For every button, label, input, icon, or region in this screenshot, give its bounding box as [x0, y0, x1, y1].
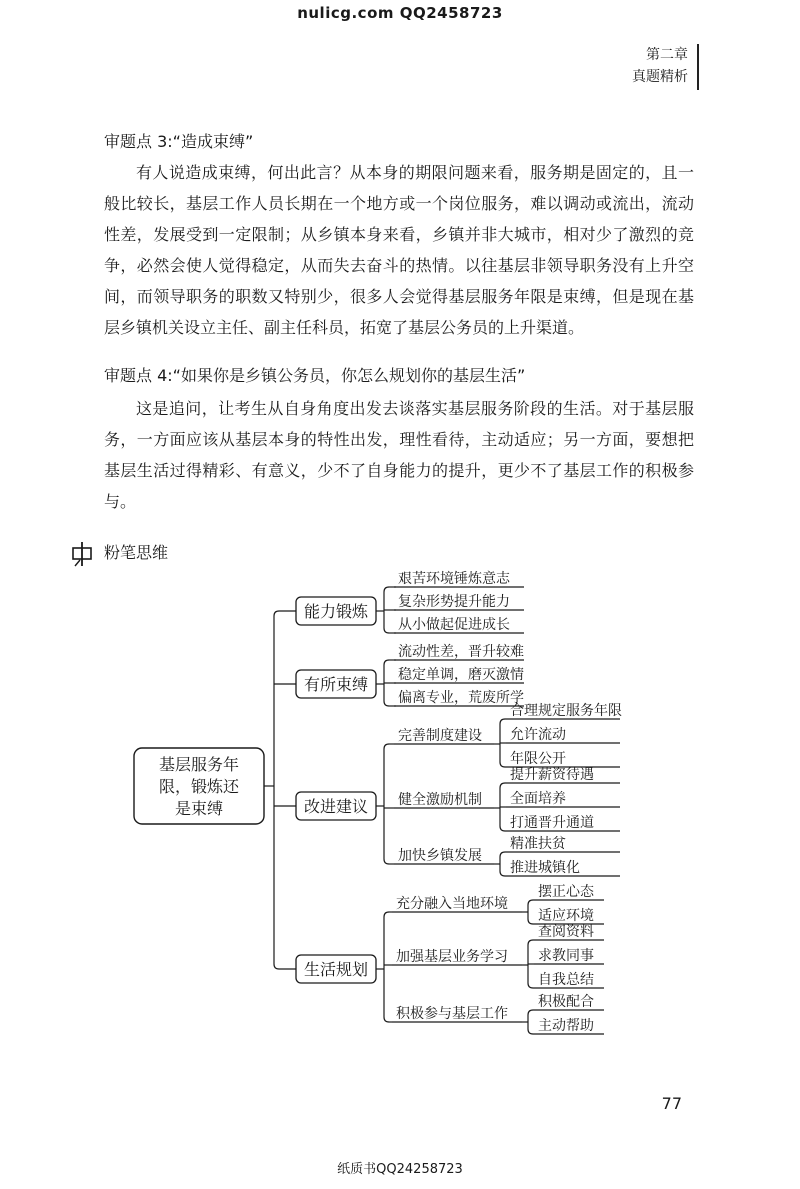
branch-subs-bracket — [384, 744, 389, 864]
leaf-text: 偏离专业，荒废所学 — [398, 690, 524, 706]
leaf-text: 稳定单调，磨灭激情 — [398, 667, 524, 683]
point4-title: 审题点 4:“如果你是乡镇公务员，你怎么规划你的基层生活” — [104, 366, 526, 385]
leaf-text: 全面培养 — [510, 791, 566, 807]
sub-leaves-bracket — [500, 852, 505, 876]
leaf-text: 年限公开 — [510, 751, 566, 767]
leaf-text: 合理规定服务年限 — [510, 703, 622, 719]
section-label: 真题精析 — [632, 69, 688, 85]
branch-node-text: 有所束缚 — [303, 675, 369, 694]
point3-title: 审题点 3:“造成束缚” — [104, 132, 254, 151]
root-bracket — [274, 611, 279, 969]
leaf-text: 主动帮助 — [538, 1018, 594, 1034]
top-watermark: nulicg.com QQ2458723 — [297, 4, 503, 22]
branch-node-text: 生活规划 — [303, 960, 369, 979]
chapter-label: 第二章 — [646, 47, 688, 63]
leaf-text: 摆正心态 — [538, 884, 594, 900]
branch-subs-bracket — [384, 912, 389, 1022]
mindmap-title: 粉笔思维 — [104, 543, 169, 562]
point4-paragraph: 这是追问，让考生从自身角度出发去谈落实基层服务阶段的生活。对于基层服务，一方面应该从基层本身的特性出发，理性看待，主动适应；另一方面，要想把基层生活过得精彩、有意义，少不了自身能力的提升，更少不了基层工作的积极参与。 — [104, 399, 694, 511]
sub-branch-text: 健全激励机制 — [398, 792, 482, 808]
sub-branch-text: 加强基层业务学习 — [396, 949, 508, 965]
sub-leaves-bracket — [528, 1010, 533, 1034]
root-node-text: 基层服务年 — [158, 755, 240, 774]
leaf-text: 艰苦环境锤炼意志 — [398, 571, 510, 587]
leaf-text: 积极配合 — [538, 994, 594, 1010]
root-node-text: 限，锻炼还 — [158, 777, 240, 796]
leaf-text: 查阅资料 — [538, 924, 594, 940]
leaf-text: 提升薪资待遇 — [510, 767, 594, 783]
leaf-text: 流动性差，晋升较难 — [398, 644, 524, 660]
bottom-watermark: 纸质书QQ24258723 — [337, 1162, 463, 1177]
root-node-text: 是束缚 — [174, 799, 224, 818]
leaf-text: 推进城镇化 — [510, 860, 580, 876]
branch-node-text: 改进建议 — [303, 797, 369, 816]
point3-paragraph: 有人说造成束缚，何出此言？从本身的期限问题来看，服务期是固定的，且一般比较长，基层工作人员长期在一个地方或一个岗位服务，难以调动或流出，流动性差，发展受到一定限制；从乡镇本身来看，乡镇并非大城市，相对少了激烈的竞争，必然会使人觉得稳定，从而失去奋斗的热情。以往基层非领导职务没有上升空间，而领导职务的职数又特别少，很多人会觉得基层服务年限是束缚，但是现在基层乡镇机关设立主任、副主任科员，拓宽了基层公务员的上升渠道。 — [104, 163, 694, 337]
leaf-text: 精准扶贫 — [510, 836, 566, 852]
sub-leaves-bracket — [528, 900, 533, 924]
leaf-text: 适应环境 — [538, 908, 594, 924]
sub-branch-text: 充分融入当地环境 — [396, 896, 508, 912]
leaf-text: 自我总结 — [538, 972, 594, 988]
leaf-text: 求教同事 — [538, 948, 594, 964]
leaf-text: 允许流动 — [510, 727, 566, 743]
sub-branch-text: 积极参与基层工作 — [396, 1006, 508, 1022]
leaf-text: 打通晋升通道 — [510, 815, 594, 831]
page-number: 77 — [661, 1094, 682, 1113]
leaf-text: 从小做起促进成长 — [398, 617, 510, 633]
branch-node-text: 能力锻炼 — [303, 602, 369, 621]
sub-branch-text: 加快乡镇发展 — [398, 848, 482, 864]
sub-branch-text: 完善制度建设 — [398, 728, 482, 744]
leaf-text: 复杂形势提升能力 — [398, 594, 510, 610]
